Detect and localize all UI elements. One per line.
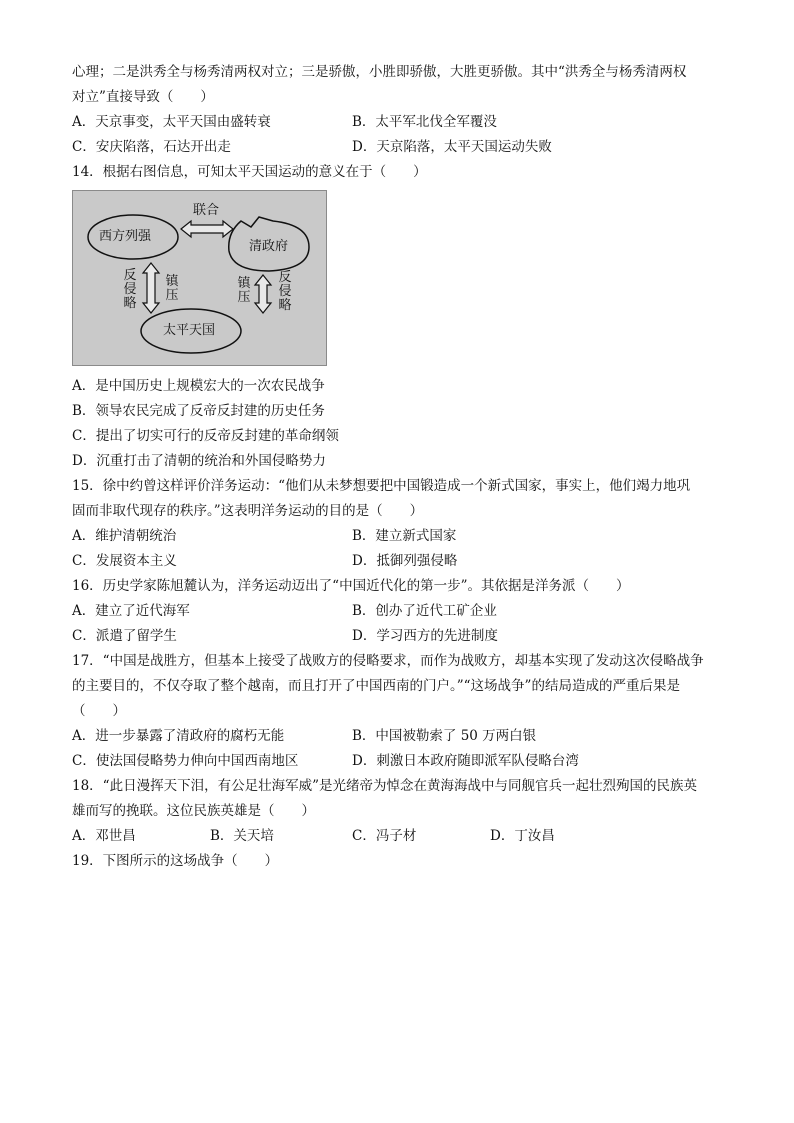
diagram-label-taiping: 太平天国: [163, 323, 216, 338]
q15-option-c: C．发展资本主义: [72, 553, 177, 569]
q15-stem-line-1: 15．徐中约曾这样评价洋务运动：“他们从未梦想要把中国锻造成一个新式国家，事实上，他们竭力地巩: [72, 478, 691, 494]
q17-option-a: A．进一步暴露了清政府的腐朽无能: [72, 728, 285, 744]
q16-option-d: D．学习西方的先进制度: [352, 628, 498, 644]
diagram-label-left-suppress: 镇压: [165, 274, 179, 303]
q16-option-b: B．创办了近代工矿企业: [352, 603, 497, 619]
q16-option-a: A．建立了近代海军: [72, 603, 190, 619]
q19-stem: 19．下图所示的这场战争（ ）: [72, 853, 279, 869]
q13-stem-line-2: 对立”直接导致（ ）: [72, 89, 214, 105]
diagram-label-qing: 清政府: [249, 239, 289, 254]
q18-stem-line-2: 雄而写的挽联。这位民族英雄是（ ）: [72, 803, 315, 819]
q14-option-b: B．领导农民完成了反帝反封建的历史任务: [72, 403, 325, 419]
diagram-label-right-anti: 反侵略: [278, 270, 292, 313]
diagram-label-left-anti: 反侵略: [123, 268, 137, 311]
q15-stem-line-2: 固而非取代现存的秩序。”这表明洋务运动的目的是（ ）: [72, 503, 424, 519]
q13-stem-line-1: 心理；二是洪秀全与杨秀清两权对立；三是骄傲，小胜即骄傲，大胜更骄傲。其中“洪秀全与杨秀清两权: [72, 64, 687, 80]
ally-double-arrow: [181, 221, 233, 237]
q14-stem: 14．根据右图信息，可知太平天国运动的意义在于（ ）: [72, 164, 427, 180]
q18-option-c: C．冯子材: [352, 828, 417, 844]
q17-stem-line-1: 17．“中国是战胜方，但基本上接受了战败方的侵略要求，而作为战败方，却基本实现了发动这次侵略战争: [72, 653, 704, 669]
q18-stem-line-1: 18．“此日漫挥天下泪，有公足壮海军威”是光绪帝为悼念在黄海海战中与同舰官兵一起壮烈殉国的民族英: [72, 778, 697, 794]
q15-option-a: A．维护清朝统治: [72, 528, 177, 544]
diagram-label-ally: 联合: [193, 203, 220, 218]
q13-option-b: B．太平军北伐全军覆没: [352, 114, 497, 130]
q17-option-d: D．刺激日本政府随即派军队侵略台湾: [352, 753, 579, 769]
q18-option-b: B．关天培: [210, 828, 274, 844]
q17-stem-line-2: 的主要目的，不仅夺取了整个越南，而且打开了中国西南的门户。”“这场战争”的结局造成的严重后果是: [72, 678, 680, 694]
q17-option-c: C．使法国侵略势力伸向中国西南地区: [72, 753, 299, 769]
diagram-label-right-suppress: 镇压: [237, 276, 251, 305]
q15-option-b: B．建立新式国家: [352, 528, 457, 544]
q13-option-c: C．安庆陷落，石达开出走: [72, 139, 231, 155]
right-vertical-arrow: [255, 275, 271, 313]
diagram-label-west: 西方列强: [99, 229, 152, 244]
q13-option-d: D．天京陷落，太平天国运动失败: [352, 139, 552, 155]
q16-stem: 16．历史学家陈旭麓认为，洋务运动迈出了“中国近代化的第一步”。其依据是洋务派（ ）: [72, 578, 630, 594]
q16-option-c: C．派遣了留学生: [72, 628, 177, 644]
taiping-relation-diagram: [72, 190, 327, 366]
q17-option-b: B．中国被勒索了 50 万两白银: [352, 728, 537, 744]
q13-option-a: A．天京事变，太平天国由盛转衰: [72, 114, 271, 130]
q15-option-d: D．抵御列强侵略: [352, 553, 458, 569]
q17-stem-line-3: （ ）: [72, 703, 126, 719]
q14-option-a: A．是中国历史上规模宏大的一次农民战争: [72, 378, 325, 394]
left-vertical-arrow: [143, 263, 159, 313]
q14-option-d: D．沉重打击了清朝的统治和外国侵略势力: [72, 453, 326, 469]
q14-option-c: C．提出了切实可行的反帝反封建的革命纲领: [72, 428, 339, 444]
q18-option-d: D．丁汝昌: [490, 828, 555, 844]
q18-option-a: A．邓世昌: [72, 828, 136, 844]
